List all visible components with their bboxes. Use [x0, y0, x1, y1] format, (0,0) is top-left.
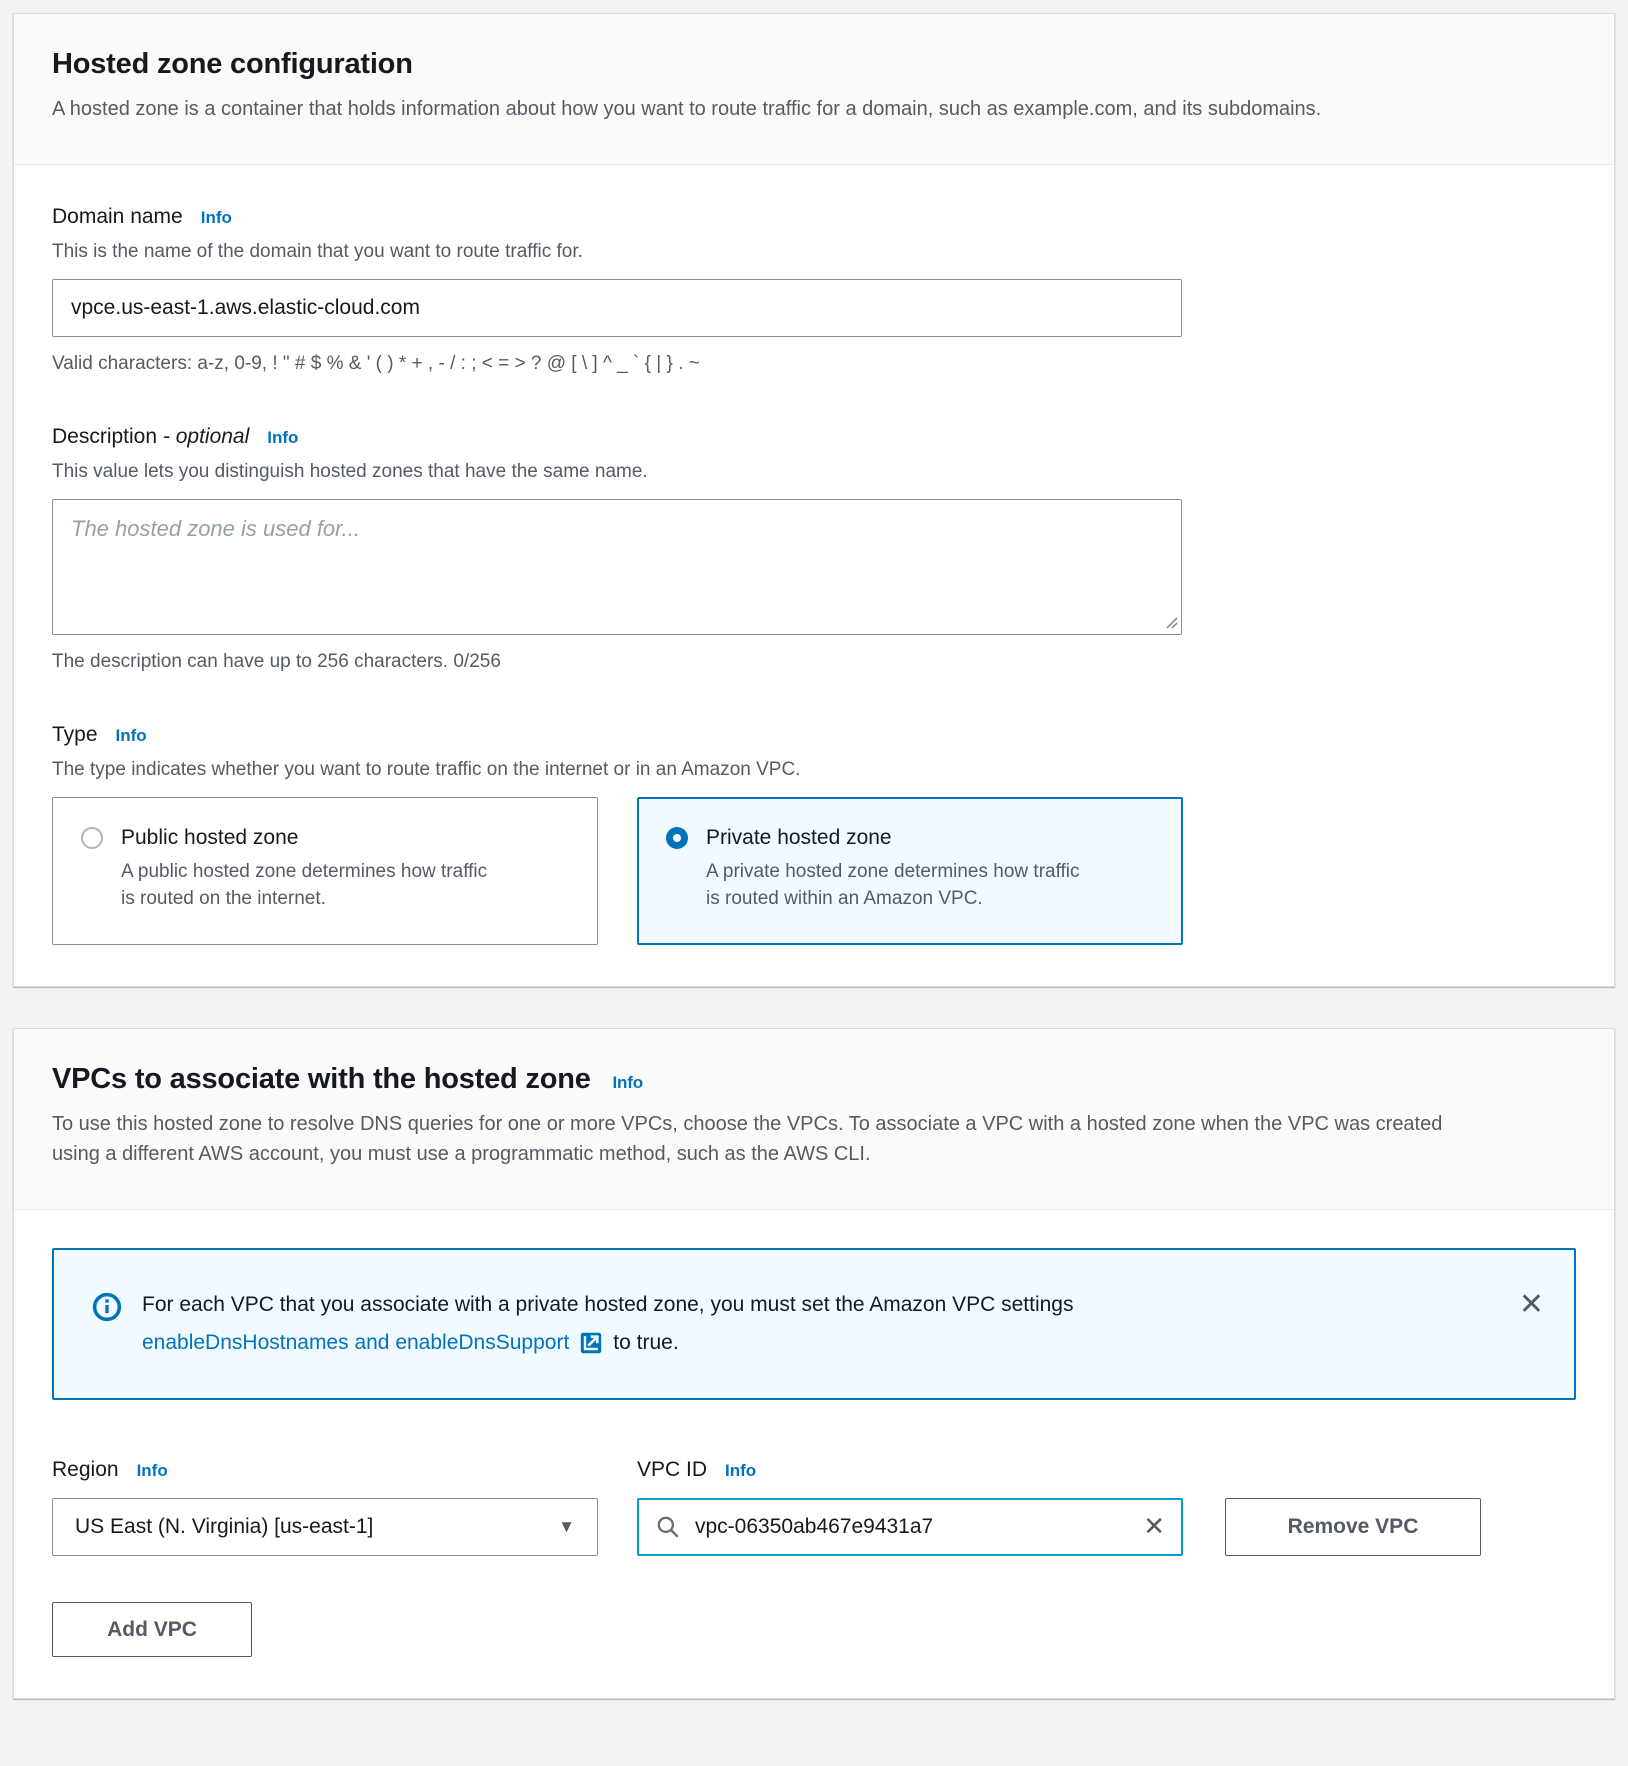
region-select[interactable]	[52, 1498, 598, 1556]
public-hosted-zone-radio[interactable]	[81, 827, 103, 849]
private-hosted-zone-description: A private hosted zone determines how traffic is routed within an Amazon VPC.	[706, 861, 1080, 909]
vpcs-associate-card	[13, 1028, 1615, 1699]
textarea-resize-handle[interactable]	[1163, 614, 1179, 630]
description-field	[52, 423, 1576, 675]
alert-text-line2: to true.	[613, 1331, 679, 1354]
alert-content	[142, 1290, 1499, 1358]
hosted-zone-configuration-card	[13, 13, 1615, 987]
search-icon	[655, 1514, 681, 1540]
description-textarea[interactable]	[52, 499, 1182, 635]
type-info-link[interactable]: Info	[115, 726, 147, 745]
description-label: Description - optional	[52, 425, 250, 448]
vpc-id-field	[637, 1456, 1183, 1556]
domain-name-help: This is the name of the domain that you want to route traffic for.	[52, 241, 583, 262]
description-constraint: The description can have up to 256 characters. 0/256	[52, 651, 501, 672]
vpc-card-subtitle: To use this hosted zone to resolve DNS queries for one or more VPCs, choose the VPCs. To associate a VPC with a hosted zone when the VPC was created using a different AWS account, you must use a programmatic method, such as the AWS CLI.	[52, 1113, 1443, 1165]
vpc-id-input[interactable]	[693, 1514, 1143, 1540]
enable-dns-link[interactable]: enableDnsHostnames and enableDnsSupport	[142, 1331, 570, 1354]
remove-vpc-button[interactable]: Remove VPC	[1225, 1498, 1481, 1556]
vpc-id-label: VPC ID	[637, 1458, 708, 1481]
hosted-zone-card-header	[14, 14, 1614, 165]
public-hosted-zone-description: A public hosted zone determines how traffic is routed on the internet.	[121, 861, 488, 909]
vpc-id-info-link[interactable]: Info	[725, 1461, 757, 1480]
vpc-card-body	[14, 1210, 1614, 1698]
private-hosted-zone-radio[interactable]	[666, 827, 688, 849]
alert-close-button[interactable]	[1518, 1287, 1544, 1322]
domain-name-input[interactable]	[52, 279, 1182, 337]
vpc-id-search-box	[637, 1498, 1183, 1556]
private-hosted-zone-title: Private hosted zone	[706, 826, 892, 849]
chevron-down-icon: ▼	[558, 1517, 575, 1536]
vpc-card-header	[14, 1029, 1614, 1210]
description-optional-suffix: - optional	[162, 425, 250, 448]
vpc-id-clear-button[interactable]	[1143, 1514, 1165, 1540]
description-info-link[interactable]: Info	[267, 428, 299, 447]
info-alert	[52, 1248, 1576, 1400]
hosted-zone-card-body	[14, 165, 1614, 986]
add-vpc-button[interactable]: Add VPC	[52, 1602, 252, 1657]
region-label: Region	[52, 1458, 119, 1481]
hosted-zone-card-subtitle: A hosted zone is a container that holds information about how you want to route traffic for a domain, such as example.com, and its subdomains.	[52, 98, 1322, 120]
domain-name-field	[52, 203, 1576, 377]
region-info-link[interactable]: Info	[136, 1461, 168, 1480]
region-select-value: US East (N. Virginia) [us-east-1]	[75, 1515, 374, 1538]
close-icon: ✕	[1518, 1287, 1544, 1322]
tile-public-hosted-zone[interactable]	[52, 797, 598, 945]
region-field	[52, 1456, 598, 1556]
tile-private-hosted-zone[interactable]	[637, 797, 1183, 945]
type-help: The type indicates whether you want to route traffic on the internet or in an Amazon VPC.	[52, 759, 801, 780]
alert-text-line1: For each VPC that you associate with a private hosted zone, you must set the Amazon VPC settings	[142, 1293, 1074, 1316]
type-field	[52, 721, 1576, 945]
info-icon	[92, 1292, 122, 1322]
description-help: This value lets you distinguish hosted zones that have the same name.	[52, 461, 648, 482]
public-hosted-zone-title: Public hosted zone	[121, 826, 299, 849]
domain-name-constraint: Valid characters: a-z, 0-9, ! " # $ % & ' ( ) * + , - / : ; < = > ? @ [ \ ] ^ _ ` { | } . ~	[52, 353, 700, 374]
type-label: Type	[52, 723, 98, 746]
vpc-card-info-link[interactable]: Info	[612, 1073, 643, 1092]
domain-name-label: Domain name	[52, 205, 183, 228]
hosted-zone-card-title: Hosted zone configuration	[52, 48, 413, 80]
vpc-card-title: VPCs to associate with the hosted zone Info	[52, 1063, 643, 1095]
clear-icon: ✕	[1143, 1512, 1165, 1542]
vpc-association-row	[52, 1456, 1576, 1556]
domain-name-info-link[interactable]: Info	[200, 208, 232, 227]
external-link-icon[interactable]	[579, 1331, 603, 1355]
